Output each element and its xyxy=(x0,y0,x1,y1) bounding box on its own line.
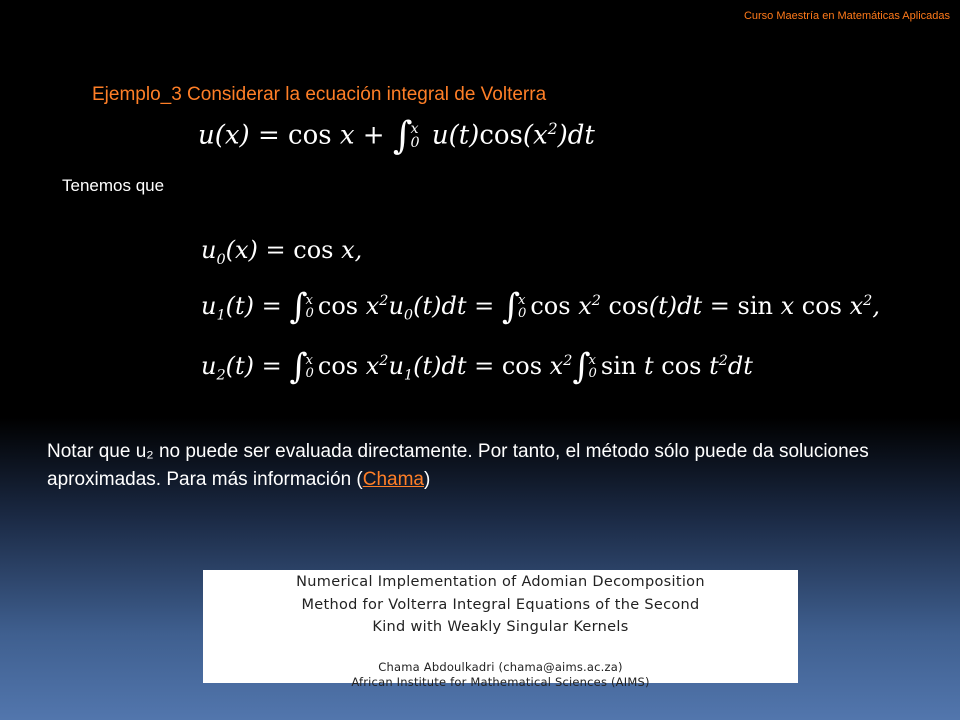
chama-link[interactable]: Chama xyxy=(362,469,424,490)
note-text: Notar que u₂ no puede ser evaluada directamente. Por tanto, el método sólo puede da soluciones aproximadas. Para más información ( xyxy=(47,441,869,490)
paper-title-line-1: Numerical Implementation of Adomian Decomposition xyxy=(296,574,705,590)
equation-u1: $u_1(t)$ = ∫ x 0 $\cos x^2u_0(t)dt$ = ∫ x 0 $\cos x^2$ cos(t)dt = sin x $\cos x^2$, xyxy=(201,287,880,327)
volterra-equation: u(x) = cos x + ∫ x 0 $u(t)\cos(x^2)dt$ xyxy=(198,113,595,157)
course-title: Curso Maestría en Matemáticas Aplicadas xyxy=(743,10,950,22)
tenemos-que-label: Tenemos que xyxy=(62,176,165,195)
paper-author: Chama Abdoulkadri (chama@aims.ac.za) xyxy=(378,659,623,674)
note-paragraph xyxy=(47,438,877,494)
paper-institution: African Institute for Mathematical Sciences (AIMS) xyxy=(351,674,650,689)
equation-u2: $u_2(t)$ = ∫ x 0 $\cos x^2u_1(t)dt = \cos x^2\int$ x 0 sin t $\cos t^2dt$ xyxy=(201,347,753,387)
note-close: ) xyxy=(424,469,431,490)
paper-title-line-2: Method for Volterra Integral Equations of the Second xyxy=(301,596,700,613)
paper-title-line-3: Kind with Weakly Singular Kernels xyxy=(372,619,629,635)
example-title: Ejemplo_3 Considerar la ecuación integral de Volterra xyxy=(92,84,547,105)
paper-title-image xyxy=(203,570,798,689)
equation-u0: $u_0(x) = \cos x$, xyxy=(201,236,363,268)
